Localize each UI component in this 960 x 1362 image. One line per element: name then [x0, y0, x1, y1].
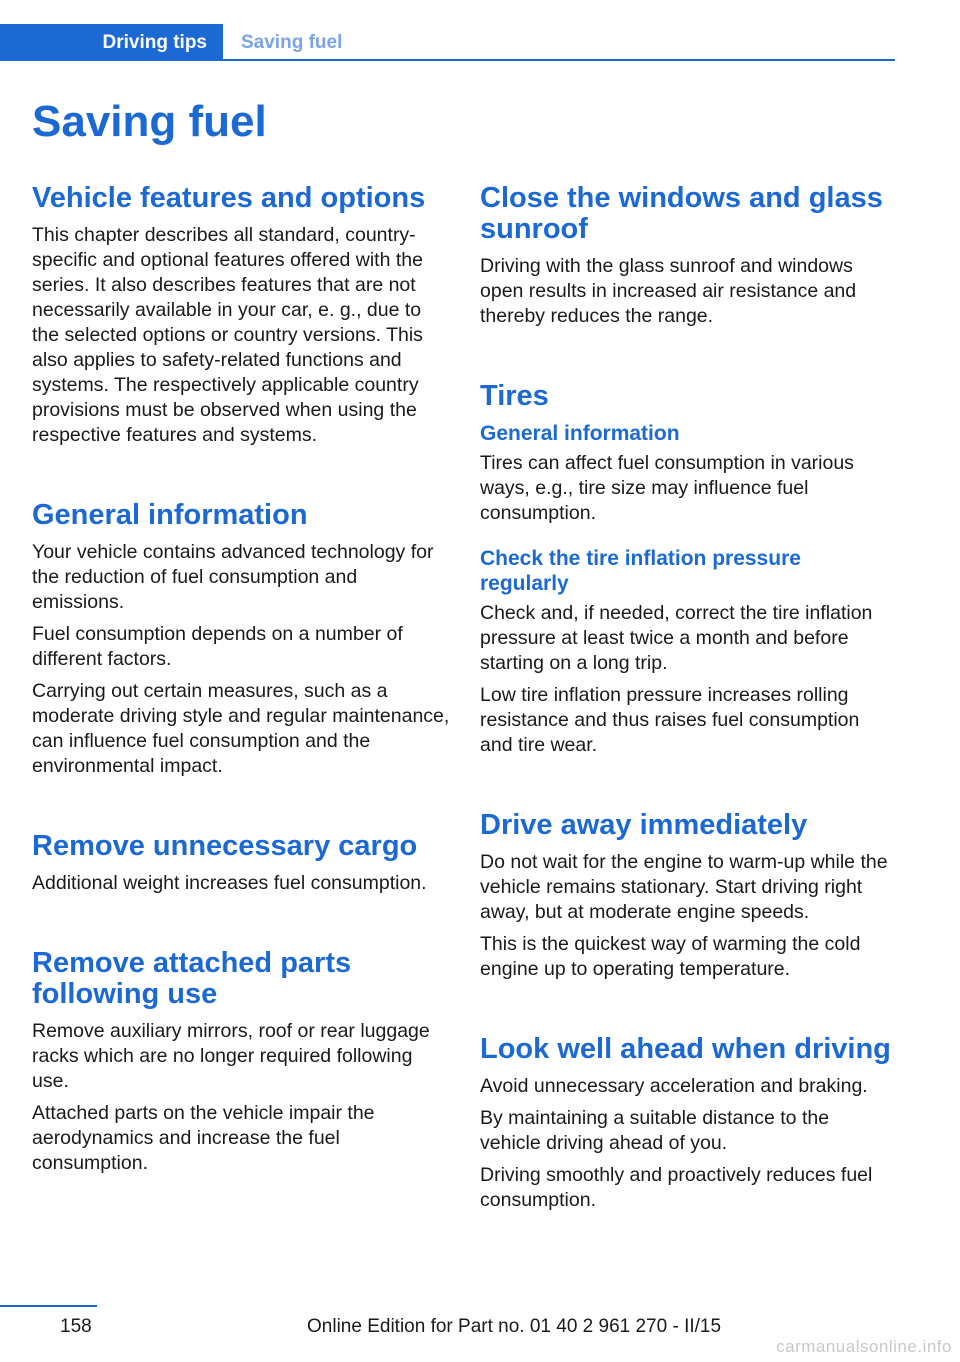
left-column	[32, 183, 450, 1183]
paragraph: Driving with the glass sunroof and windows open results in increased air resistance and thereby reduces the range.	[480, 255, 857, 327]
paragraph: Check and, if needed, correct the tire inflation pressure at least twice a month and before starting on a long trip.	[480, 602, 873, 674]
section-drive-away	[480, 810, 894, 982]
chapter-tab[interactable]: Driving tips	[0, 24, 223, 61]
subsection-heading: Check the tire inflation pressure regularly	[480, 547, 801, 595]
section-tires	[480, 381, 894, 758]
section-heading: Look well ahead when driving	[480, 1033, 891, 1065]
watermark: carmanualsonline.info	[776, 1337, 952, 1356]
section-heading: Tires	[480, 380, 549, 412]
paragraph: By maintaining a suitable distance to the vehicle driving ahead of you.	[480, 1107, 830, 1154]
section-heading: Close the windows and glass sunroof	[480, 182, 883, 245]
edition-note: Online Edition for Part no. 01 40 2 961 270 - II/15	[307, 1316, 722, 1337]
paragraph: Attached parts on the vehicle impair the aerodynamics and increase the fuel consumption.	[32, 1102, 375, 1174]
paragraph: Do not wait for the engine to warm-up while the vehicle remains stationary. Start driving right away, but at moderate engine speeds.	[480, 851, 888, 923]
paragraph: Driving smoothly and proactively reduces fuel consumption.	[480, 1164, 873, 1211]
section-general-information	[32, 500, 450, 779]
section-heading: Drive away immediately	[480, 809, 808, 841]
paragraph: This chapter describes all standard, country-specific and optional features offered with the series. It also describes features that are not necessarily available in your car, e. g., due to the selected options or country versions. This also applies to safety-related functions and systems. The respectively applicable country provisions must be observed when using the respective features and systems.	[32, 224, 423, 446]
section-look-ahead	[480, 1034, 894, 1213]
subsection-heading: General information	[480, 422, 680, 445]
subsection-tires-general	[480, 421, 894, 526]
paragraph: Fuel consumption depends on a number of different factors.	[32, 623, 403, 670]
header-rule	[223, 59, 895, 61]
breadcrumb-section[interactable]: Saving fuel	[241, 32, 343, 53]
paragraph: Remove auxiliary mirrors, roof or rear luggage racks which are no longer required following use.	[32, 1020, 430, 1092]
subsection-tire-pressure	[480, 546, 894, 758]
paragraph: Tires can affect fuel consumption in various ways, e.g., tire size may influence fuel consumption.	[480, 452, 854, 524]
paragraph: Your vehicle contains advanced technology for the reduction of fuel consumption and emissions.	[32, 541, 434, 613]
section-heading: Remove attached parts following use	[32, 947, 352, 1010]
paragraph: Additional weight increases fuel consumption.	[32, 872, 427, 894]
footer-rule	[0, 1305, 97, 1307]
section-remove-attached-parts	[32, 948, 450, 1176]
paragraph: This is the quickest way of warming the cold engine up to operating temperature.	[480, 933, 861, 980]
paragraph: Carrying out certain measures, such as a moderate driving style and regular maintenance, can influence fuel consumption and the environmental impact.	[32, 680, 450, 777]
section-close-windows	[480, 183, 894, 329]
paragraph: Low tire inflation pressure increases rolling resistance and thus raises fuel consumption and tire wear.	[480, 684, 860, 756]
right-column	[480, 183, 894, 1220]
page-number: 158	[60, 1316, 92, 1337]
paragraph: Avoid unnecessary acceleration and braking.	[480, 1075, 868, 1097]
section-remove-cargo	[32, 831, 450, 896]
section-heading: Vehicle features and options	[32, 182, 426, 214]
section-heading: General information	[32, 499, 308, 531]
page-header	[0, 24, 895, 61]
section-vehicle-features	[32, 183, 450, 448]
page-title: Saving fuel	[32, 97, 267, 146]
section-heading: Remove unnecessary cargo	[32, 830, 418, 862]
